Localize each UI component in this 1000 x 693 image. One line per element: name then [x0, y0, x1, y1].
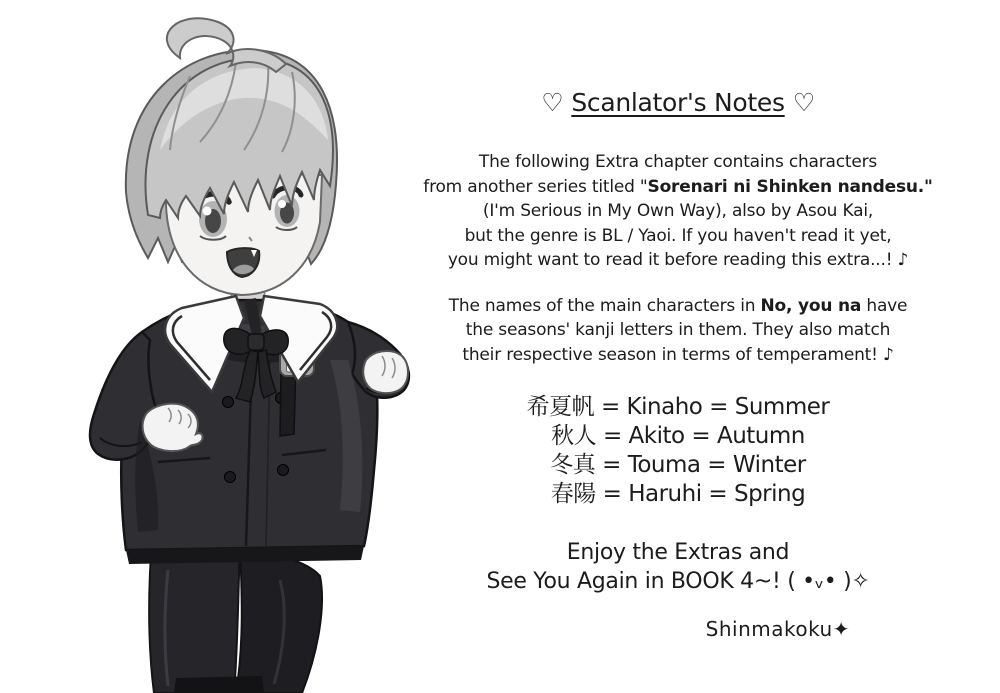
intro-line-5: you might want to read it before reading this extra...! ♪ — [447, 250, 909, 270]
boy-illustration — [30, 0, 450, 693]
closing-line-1: Enjoy the Extras and — [566, 540, 790, 565]
intro-line-4: but the genre is BL / Yaoi. If you haven't read it yet, — [464, 225, 892, 246]
notes-text-column — [398, 88, 958, 641]
names-note-line-3: their respective season in terms of temperament! ♪ — [462, 344, 894, 365]
character-name-row: 秋人 = Akito = Autumn — [551, 423, 805, 449]
character-name-row: 春陽 = Haruhi = Spring — [550, 481, 806, 507]
names-note-line-2: the seasons' kanji letters in them. They also match — [465, 320, 891, 340]
character-name-list — [398, 393, 958, 509]
intro-line-1: The following Extra chapter contains characters — [478, 152, 878, 172]
boy-shoe — [174, 676, 264, 693]
closing-line-2: See You Again in BOOK 4~! ( •ᵥ• )✧ — [486, 568, 870, 594]
character-name-row: 冬真 = Touma = Winter — [550, 452, 806, 478]
heart-left-icon: ♡ — [541, 88, 564, 117]
intro-line-3: (I'm Serious in My Own Way), also by Asou Kai, — [482, 201, 874, 221]
scanlator-signature: Shinmakoku✦ — [705, 617, 850, 641]
intro-paragraph — [398, 150, 958, 273]
closing-message — [398, 539, 958, 596]
page-title — [398, 88, 958, 118]
names-note-line-1: The names of the main characters in No, you na have — [448, 295, 908, 316]
intro-line-2: from another series titled "Sorenari ni Shinken nandesu." — [423, 176, 933, 197]
names-note-paragraph — [398, 294, 958, 368]
character-name-row: 希夏帆 = Kinaho = Summer — [526, 394, 830, 420]
page-title-text: Scanlator's Notes — [571, 88, 785, 117]
heart-right-icon: ♡ — [792, 88, 815, 117]
